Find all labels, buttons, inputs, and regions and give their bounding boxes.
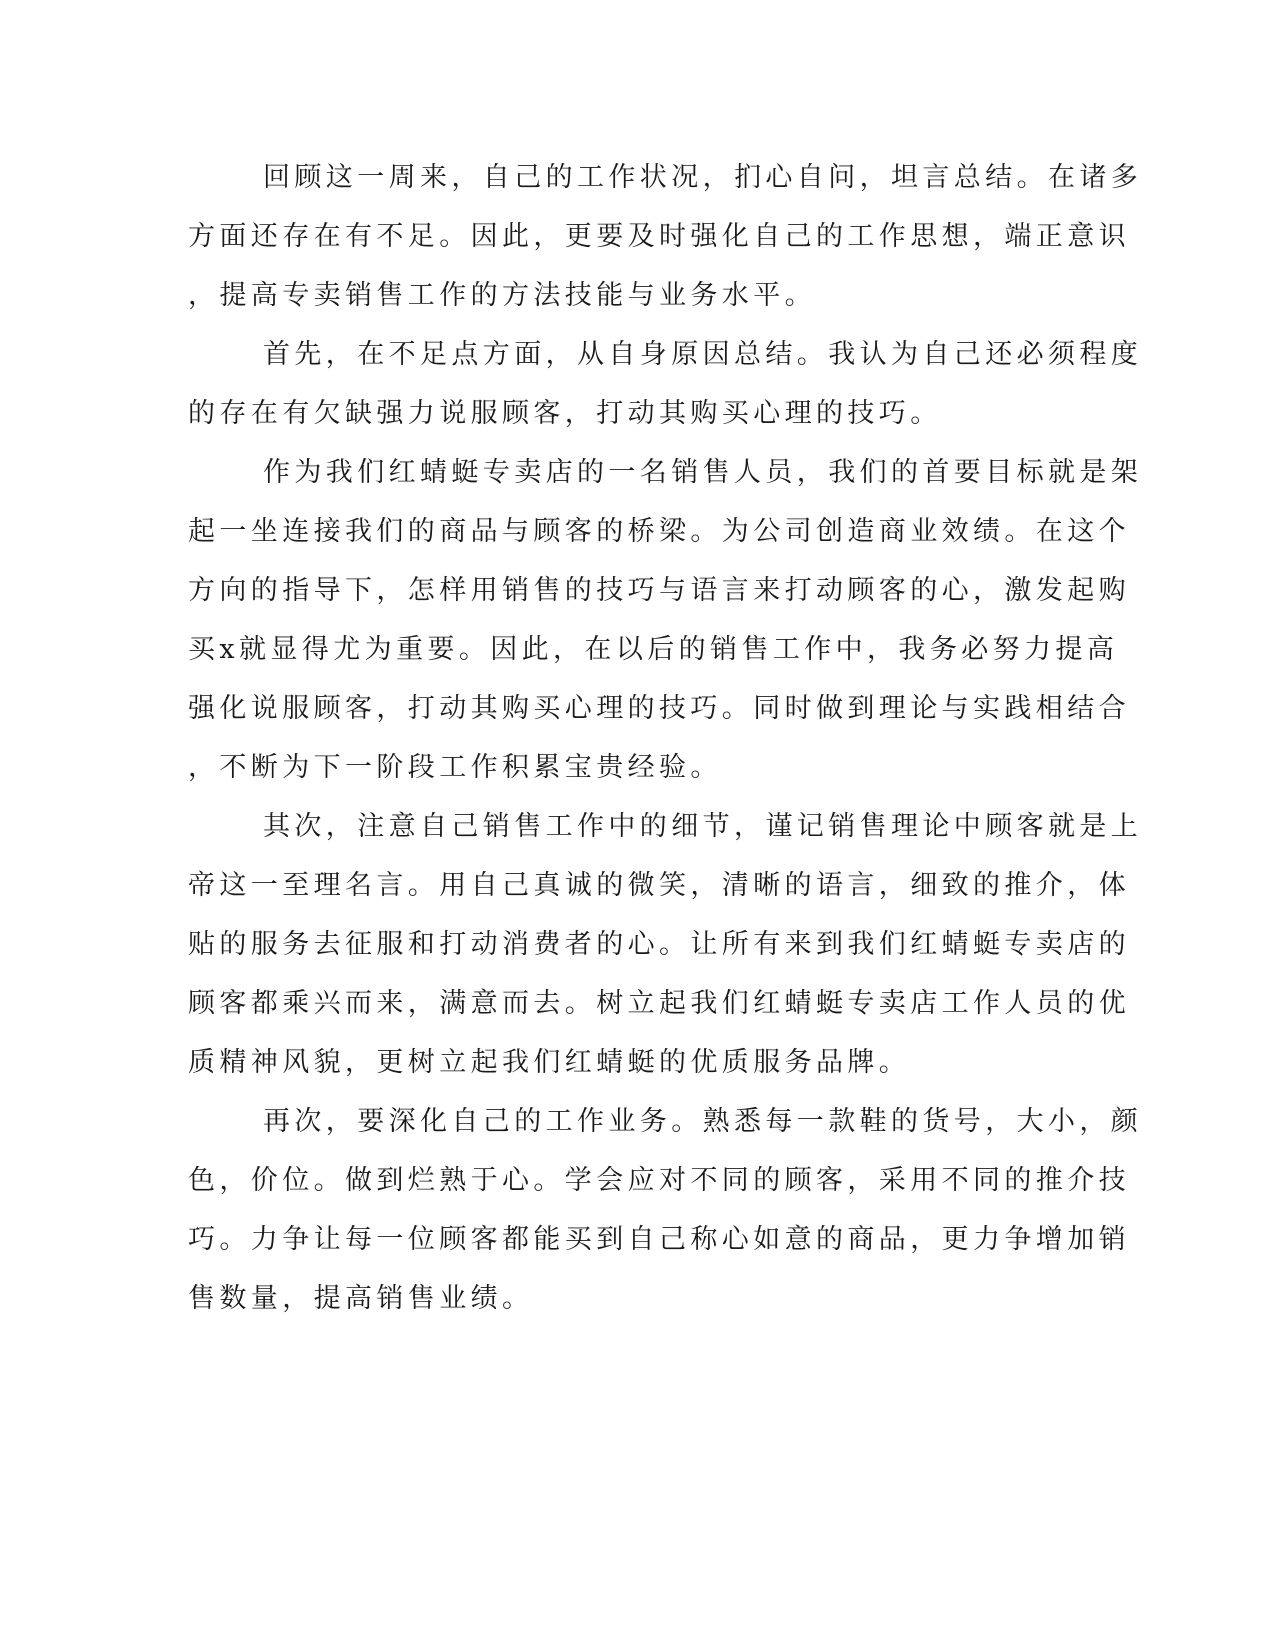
paragraph-3-line-4: 买x就显得尤为重要。因此，在以后的销售工作中，我务必努力提高	[188, 634, 1119, 665]
paragraph-5-line-1: 再次，要深化自己的工作业务。熟悉每一款鞋的货号，大小，颜	[263, 1106, 1143, 1137]
paragraph-1-line-3: ，提高专卖销售工作的方法技能与业务水平。	[188, 280, 816, 311]
paragraph-1-line-2: 方面还存在有不足。因此，更要及时强化自己的工作思想，端正意识	[188, 221, 1130, 252]
paragraph-1-line-1: 回顾这一周来，自己的工作状况，扪心自问，坦言总结。在诸多	[263, 162, 1143, 193]
paragraph-4-line-1: 其次，注意自己销售工作中的细节，谨记销售理论中顾客就是上	[263, 811, 1143, 842]
paragraph-4-line-2: 帝这一至理名言。用自己真诚的微笑，清晰的语言，细致的推介，体	[188, 870, 1130, 901]
paragraph-3-line-3: 方向的指导下，怎样用销售的技巧与语言来打动顾客的心，激发起购	[188, 575, 1130, 606]
paragraph-4-line-3: 贴的服务去征服和打动消费者的心。让所有来到我们红蜻蜓专卖店的	[188, 929, 1130, 960]
paragraph-4-line-5: 质精神风貌，更树立起我们红蜻蜓的优质服务品牌。	[188, 1047, 911, 1078]
paragraph-2-line-2: 的存在有欠缺强力说服顾客，打动其购买心理的技巧。	[188, 398, 942, 429]
paragraph-3-line-1: 作为我们红蜻蜓专卖店的一名销售人员，我们的首要目标就是架	[263, 457, 1143, 488]
paragraph-3-line-5: 强化说服顾客，打动其购买心理的技巧。同时做到理论与实践相结合	[188, 693, 1130, 724]
paragraph-5-line-4: 售数量，提高销售业绩。	[188, 1283, 534, 1314]
paragraph-5-line-2: 色，价位。做到烂熟于心。学会应对不同的顾客，采用不同的推介技	[188, 1165, 1130, 1196]
paragraph-5-line-3: 巧。力争让每一位顾客都能买到自己称心如意的商品，更力争增加销	[188, 1224, 1130, 1255]
paragraph-3-line-2: 起一坐连接我们的商品与顾客的桥梁。为公司创造商业效绩。在这个	[188, 516, 1130, 547]
paragraph-2-line-1: 首先，在不足点方面，从自身原因总结。我认为自己还必须程度	[263, 339, 1143, 370]
paragraph-4-line-4: 顾客都乘兴而来，满意而去。树立起我们红蜻蜓专卖店工作人员的优	[188, 988, 1130, 1019]
paragraph-3-line-6: ，不断为下一阶段工作积累宝贵经验。	[188, 752, 722, 783]
